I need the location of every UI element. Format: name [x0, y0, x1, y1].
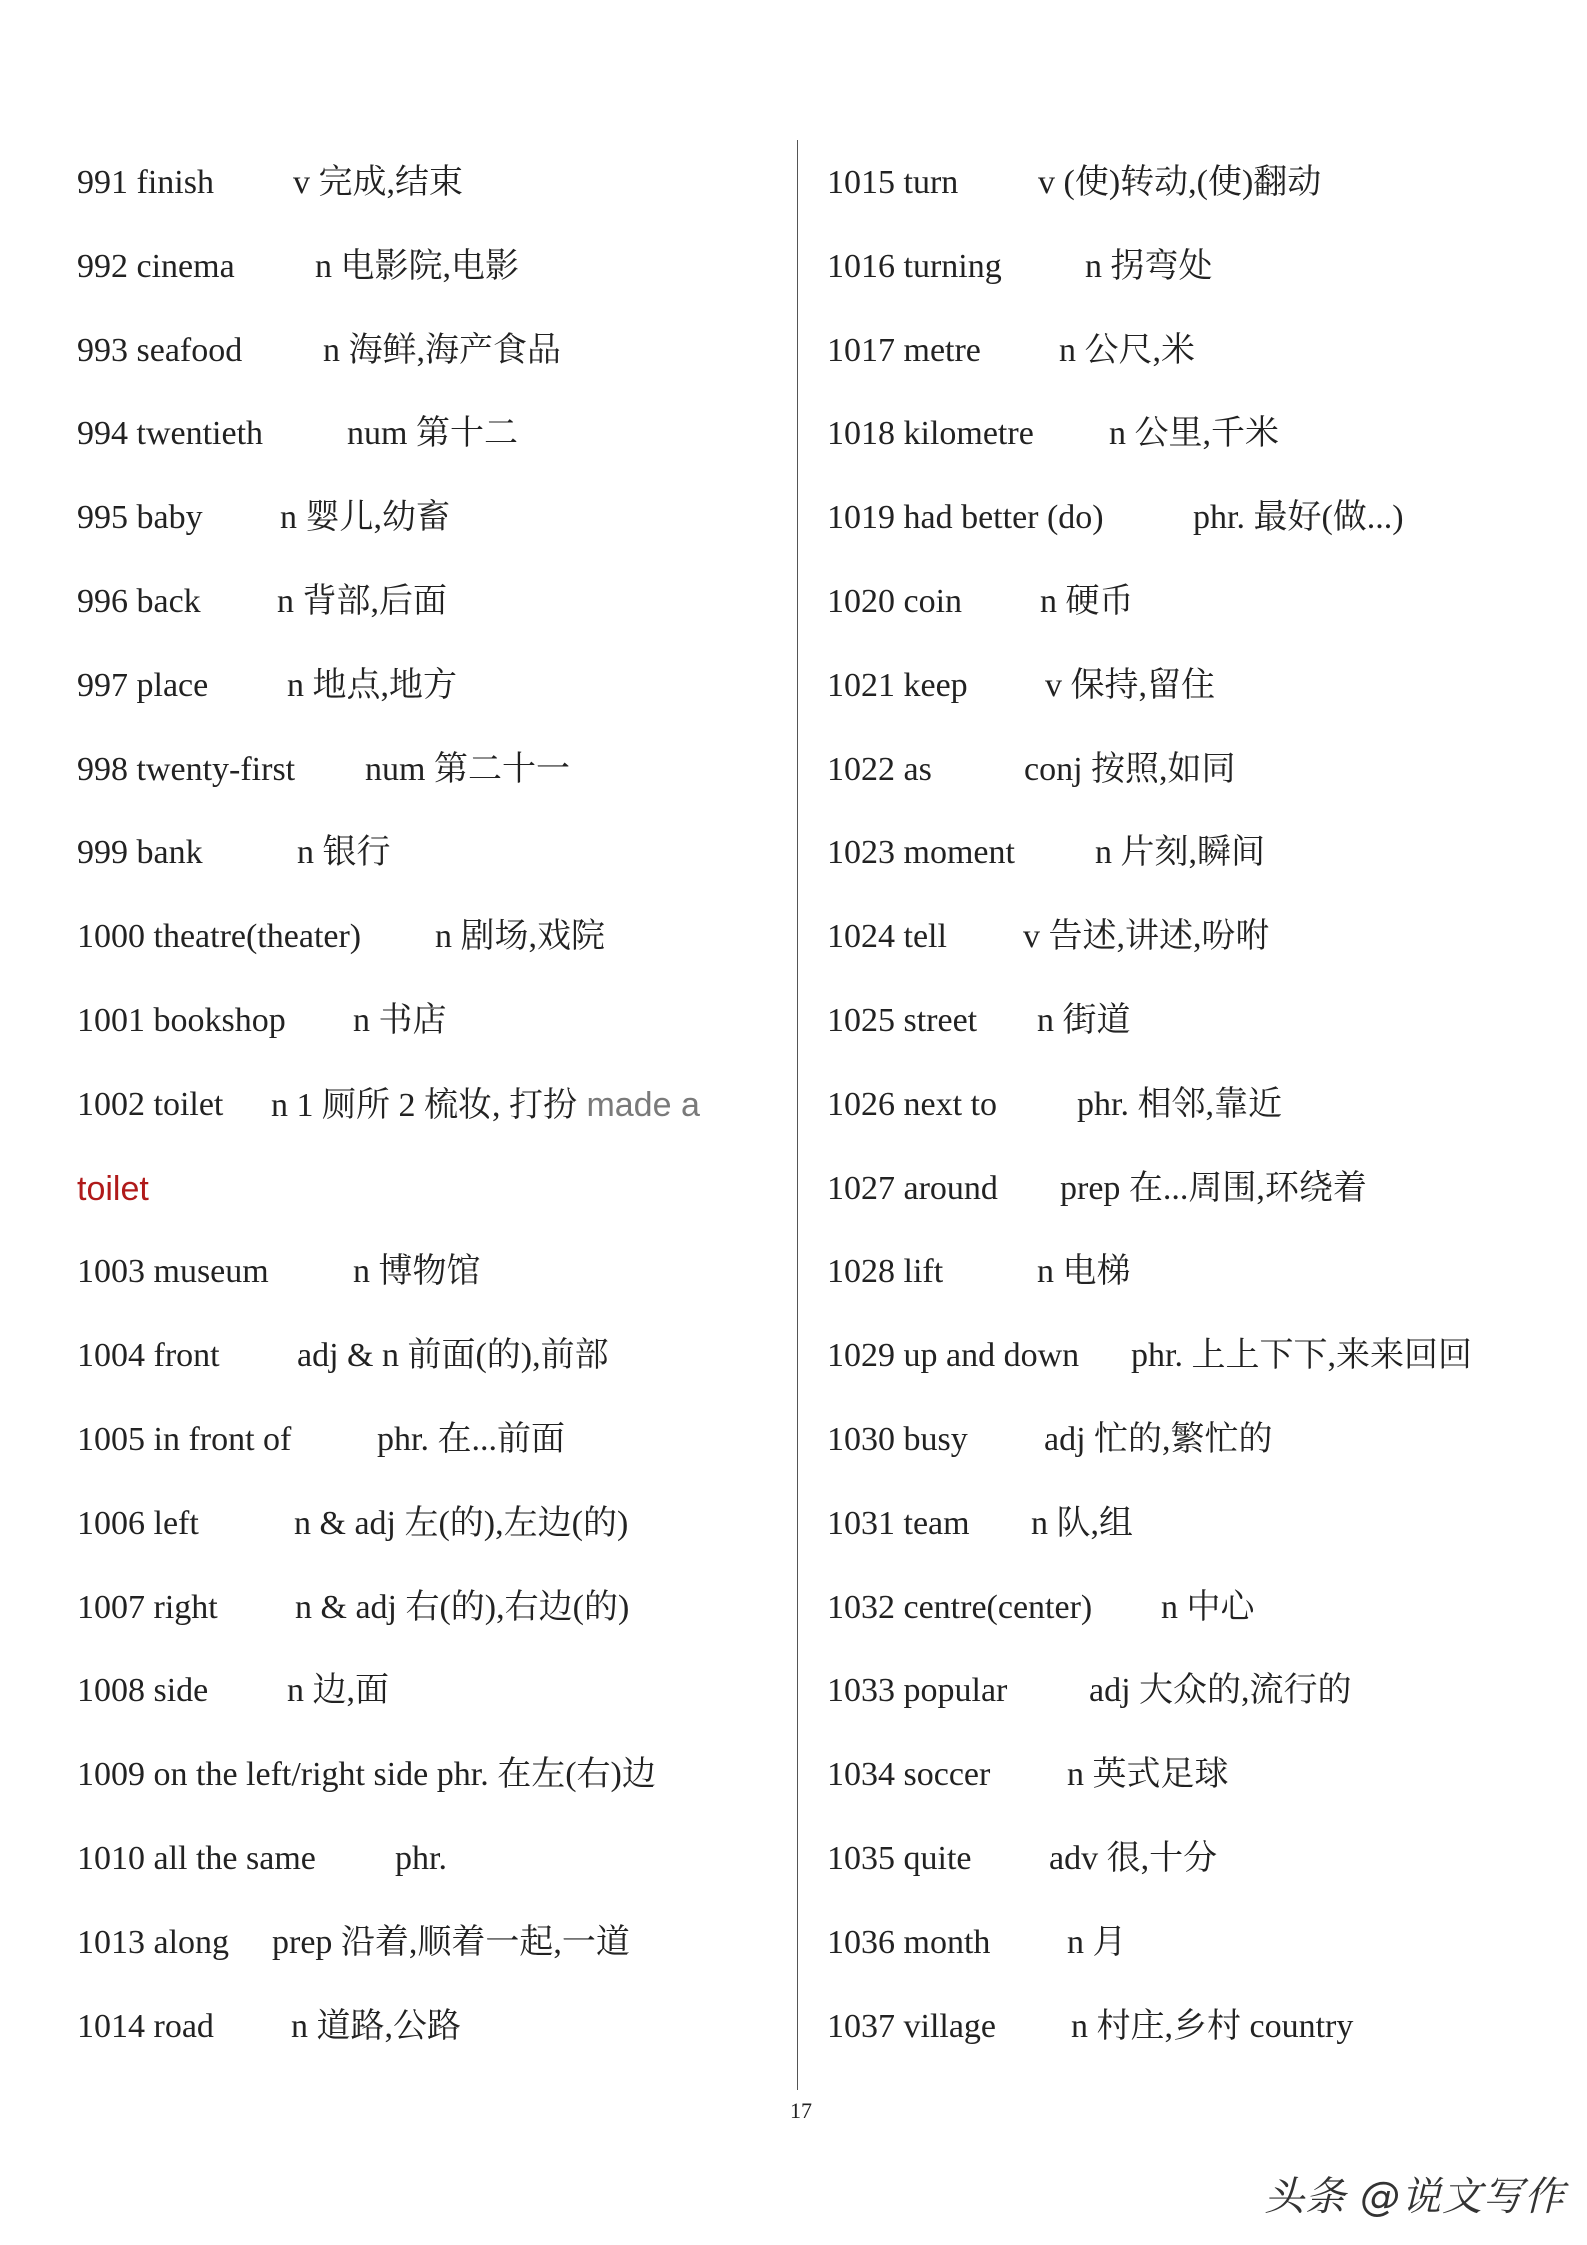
vocab-definition-text: phr. 在...前面: [377, 1420, 565, 1458]
vocab-entry: [827, 1494, 1567, 1578]
vocab-entry: [77, 237, 777, 321]
vocab-definition: [287, 1661, 389, 1721]
vocab-definition-text: n 边,面: [287, 1672, 389, 1710]
vocab-definition: [293, 153, 463, 213]
vocab-word: 1024 tell: [827, 918, 947, 956]
vocab-word: 1013 along: [77, 1923, 230, 1961]
vocab-definition-text: adv 很,十分: [1049, 1839, 1218, 1877]
vocab-word: toilet: [77, 1169, 149, 1208]
vocab-definition: [280, 488, 450, 548]
vocab-entry: [827, 1242, 1567, 1326]
vocab-word: 1023 moment: [827, 834, 1015, 872]
vocab-definition: [353, 991, 447, 1051]
vocab-definition-text: n 背部,后面: [277, 582, 447, 620]
vocab-definition-text: prep 沿着,顺着一起,一道: [272, 1923, 630, 1961]
vocab-entry: [827, 153, 1567, 237]
column-divider: [797, 140, 798, 2090]
vocab-definition: [323, 321, 561, 381]
vocab-word: 1005 in front of: [77, 1420, 292, 1458]
vocab-word: 1037 village: [827, 2007, 997, 2045]
vocab-definition: [1060, 1159, 1367, 1219]
vocab-word: 1008 side: [77, 1672, 209, 1710]
vocab-definition: [1161, 1578, 1255, 1638]
vocab-entry: [77, 991, 777, 1075]
vocab-definition: [435, 907, 605, 967]
vocab-word: 1031 team: [827, 1504, 970, 1542]
vocab-entry: [827, 1159, 1567, 1243]
vocab-definition: [291, 1997, 461, 2057]
vocab-word: 1006 left: [77, 1504, 199, 1542]
vocab-word: 995 baby: [77, 499, 203, 537]
vocab-definition: [353, 1242, 481, 1302]
vocab-definition-text: n 剧场,戏院: [435, 918, 605, 956]
vocab-entry: [827, 321, 1567, 405]
vocab-definition-text: n 公里,千米: [1109, 415, 1279, 453]
vocab-word: 1002 toilet: [77, 1085, 224, 1123]
vocab-word: 992 cinema: [77, 247, 235, 285]
vocab-definition: [395, 1829, 447, 1889]
vocab-word: 999 bank: [77, 834, 203, 872]
vocab-entry: [827, 991, 1567, 1075]
vocab-word: 1022 as: [827, 750, 932, 788]
page-number: 17: [790, 2098, 812, 2123]
vocab-definition: [297, 1326, 609, 1386]
vocab-word: 1003 museum: [77, 1253, 269, 1291]
vocab-entry: [827, 237, 1567, 321]
vocab-entry: [827, 656, 1567, 740]
vocab-word: 1009 on the left/right side phr. 在左(右)边: [77, 1756, 656, 1794]
vocab-definition-text: n 银行: [297, 834, 391, 872]
vocab-extra-note: made a: [577, 1085, 700, 1124]
vocab-entry: [827, 1410, 1567, 1494]
vocab-word: 1032 centre(center): [827, 1588, 1093, 1626]
left-column: [77, 153, 777, 2080]
vocab-word: 996 back: [77, 582, 201, 620]
vocab-word: 1029 up and down: [827, 1337, 1080, 1375]
vocab-definition-text: phr. 上上下下,来来回回: [1131, 1337, 1472, 1375]
vocab-entry: [827, 488, 1567, 572]
vocab-word: 1028 lift: [827, 1253, 944, 1291]
vocab-entry: [77, 572, 777, 656]
vocab-definition-text: n 英式足球: [1067, 1756, 1229, 1794]
vocab-entry: [77, 823, 777, 907]
vocab-entry: [77, 488, 777, 572]
vocab-definition-text: prep 在...周围,环绕着: [1060, 1169, 1367, 1207]
vocab-definition: [1071, 1997, 1353, 2057]
vocab-entry: [77, 1326, 777, 1410]
vocab-definition-text: num 第二十一: [365, 750, 570, 788]
vocab-entry: [77, 1745, 777, 1829]
vocab-word: 994 twentieth: [77, 415, 264, 453]
vocab-entry: [77, 153, 777, 237]
vocab-definition: [1023, 907, 1270, 967]
vocab-definition-text: n & adj 右(的),右边(的): [295, 1588, 630, 1626]
vocab-word: 1001 bookshop: [77, 1001, 286, 1039]
vocab-definition-text: n 拐弯处: [1085, 247, 1213, 285]
vocab-word: 1021 keep: [827, 666, 968, 704]
vocab-definition: [297, 823, 391, 883]
vocab-word: 1007 right: [77, 1588, 218, 1626]
vocab-entry: [827, 1829, 1567, 1913]
vocab-definition-text: n 村庄,乡村 country: [1071, 2007, 1354, 2045]
vocab-definition: [1037, 991, 1131, 1051]
vocab-entry: [827, 1075, 1567, 1159]
vocab-entry: [77, 1159, 777, 1243]
vocab-word: 1034 soccer: [827, 1756, 991, 1794]
vocab-definition: [1067, 1745, 1229, 1805]
vocab-definition: [1059, 321, 1195, 381]
vocab-definition-text: n 电梯: [1037, 1253, 1131, 1291]
vocab-definition: [1024, 740, 1236, 800]
vocab-word: 1026 next to: [827, 1085, 997, 1123]
vocab-definition: [271, 1075, 700, 1136]
vocab-word: 1017 metre: [827, 331, 981, 369]
vocab-word: 1014 road: [77, 2007, 214, 2045]
vocab-entry: [827, 1745, 1567, 1829]
vocab-definition-text: phr.: [395, 1839, 447, 1877]
vocab-entry: [77, 1913, 777, 1997]
vocab-word: 1010 all the same: [77, 1839, 316, 1877]
vocab-definition-text: adj 大众的,流行的: [1089, 1672, 1352, 1710]
vocab-definition-text: adj & n 前面(的),前部: [297, 1337, 609, 1375]
vocab-definition-text: n & adj 左(的),左边(的): [294, 1504, 629, 1542]
vocab-entry: [827, 1913, 1567, 1997]
vocab-definition-text: n 月: [1067, 1923, 1127, 1961]
vocab-definition-text: n 1 厕所 2 梳妆, 打扮: [271, 1086, 577, 1124]
vocab-word: 1016 turning: [827, 247, 1002, 285]
vocab-entry: [827, 572, 1567, 656]
vocab-entry: [77, 740, 777, 824]
vocab-definition-text: phr. 相邻,靠近: [1077, 1085, 1282, 1123]
vocab-entry: [77, 1578, 777, 1662]
vocab-entry: [77, 1829, 777, 1913]
vocab-entry: [77, 1075, 777, 1159]
vocab-entry: [827, 823, 1567, 907]
vocab-definition: [1040, 572, 1134, 632]
vocab-entry: [827, 1578, 1567, 1662]
vocab-word: 1004 front: [77, 1337, 220, 1375]
vocab-entry: [77, 907, 777, 991]
vocab-definition-text: num 第十二: [347, 415, 518, 453]
vocab-definition: [1085, 237, 1213, 297]
vocab-entry: [77, 1242, 777, 1326]
vocab-definition-text: conj 按照,如同: [1024, 750, 1236, 788]
vocab-entry: [827, 1326, 1567, 1410]
vocab-word: 1020 coin: [827, 582, 963, 620]
vocab-definition-text: v 保持,留住: [1045, 666, 1215, 704]
vocab-definition-text: n 海鲜,海产食品: [323, 331, 561, 369]
vocab-word: 993 seafood: [77, 331, 243, 369]
vocab-word: 1015 turn: [827, 164, 959, 201]
vocab-definition-text: n 街道: [1037, 1001, 1131, 1039]
vocab-definition: [1067, 1913, 1127, 1973]
vocab-definition: [287, 656, 457, 716]
vocab-definition: [365, 740, 570, 800]
vocab-definition: [272, 1913, 630, 1973]
vocab-definition: [1095, 823, 1265, 883]
vocab-entry: [77, 1494, 777, 1578]
vocab-definition: [1037, 1242, 1131, 1302]
vocab-word: 1019 had better (do): [827, 499, 1104, 537]
vocab-definition-text: n 道路,公路: [291, 2007, 461, 2045]
vocab-word: 1035 quite: [827, 1839, 972, 1877]
vocab-word: 997 place: [77, 666, 209, 704]
vocab-definition-text: v 完成,结束: [293, 164, 463, 201]
vocab-word: 998 twenty-first: [77, 750, 296, 788]
vocab-definition-text: n 中心: [1161, 1588, 1255, 1626]
vocab-definition: [1109, 404, 1279, 464]
vocab-entry: [77, 1661, 777, 1745]
vocab-definition: [347, 404, 518, 464]
vocab-definition-text: n 婴儿,幼畜: [280, 499, 450, 537]
vocab-definition-text: n 片刻,瞬间: [1095, 834, 1265, 872]
vocab-definition: [1045, 656, 1215, 716]
vocab-definition: [377, 1410, 565, 1470]
vocab-entry: [827, 1997, 1567, 2081]
vocab-definition: [1049, 1829, 1217, 1889]
vocab-word: 1030 busy: [827, 1420, 968, 1458]
vocab-word: 1025 street: [827, 1001, 978, 1039]
vocab-definition: [1031, 1494, 1133, 1554]
vocab-entry: [77, 1410, 777, 1494]
vocab-word: 1000 theatre(theater): [77, 918, 362, 956]
vocab-definition-text: v 告述,讲述,吩咐: [1023, 918, 1270, 956]
vocab-definition: [1193, 488, 1404, 548]
vocab-definition: [1044, 1410, 1273, 1470]
vocab-definition: [1089, 1661, 1352, 1721]
vocab-definition-text: n 公尺,米: [1059, 331, 1195, 369]
vocab-definition-text: v (使)转动,(使)翻动: [1038, 164, 1322, 201]
vocab-word: 991 finish: [77, 164, 214, 201]
vocab-entry: [827, 1661, 1567, 1745]
vocab-word: 1033 popular: [827, 1672, 1008, 1710]
watermark: 头条 @说文写作: [1264, 2174, 1565, 2220]
vocab-entry: [77, 321, 777, 405]
vocab-definition-text: n 博物馆: [353, 1253, 481, 1291]
vocab-definition: [1038, 153, 1321, 213]
vocab-definition-text: adj 忙的,繁忙的: [1044, 1420, 1273, 1458]
vocab-entry: [77, 1997, 777, 2081]
vocab-word: 1027 around: [827, 1169, 998, 1207]
vocab-definition-text: n 地点,地方: [287, 666, 457, 704]
vocab-word: 1036 month: [827, 1923, 991, 1961]
vocab-definition: [295, 1578, 629, 1638]
vocab-entry: [827, 907, 1567, 991]
vocab-entry: [77, 404, 777, 488]
vocab-definition-text: n 电影院,电影: [315, 247, 519, 285]
vocab-definition-text: n 队,组: [1031, 1504, 1133, 1542]
vocab-definition: [1131, 1326, 1472, 1386]
vocab-definition: [315, 237, 519, 297]
right-column: [827, 153, 1567, 2080]
vocab-definition-text: n 书店: [353, 1001, 447, 1039]
vocab-definition: [1077, 1075, 1282, 1135]
vocab-word: 1018 kilometre: [827, 415, 1034, 453]
vocab-entry: [77, 656, 777, 740]
vocab-definition-text: phr. 最好(做...): [1193, 499, 1404, 537]
vocab-entry: [827, 740, 1567, 824]
vocab-definition: [277, 572, 447, 632]
vocab-entry: [827, 404, 1567, 488]
vocab-definition: [294, 1494, 628, 1554]
vocab-definition-text: n 硬币: [1040, 582, 1134, 620]
